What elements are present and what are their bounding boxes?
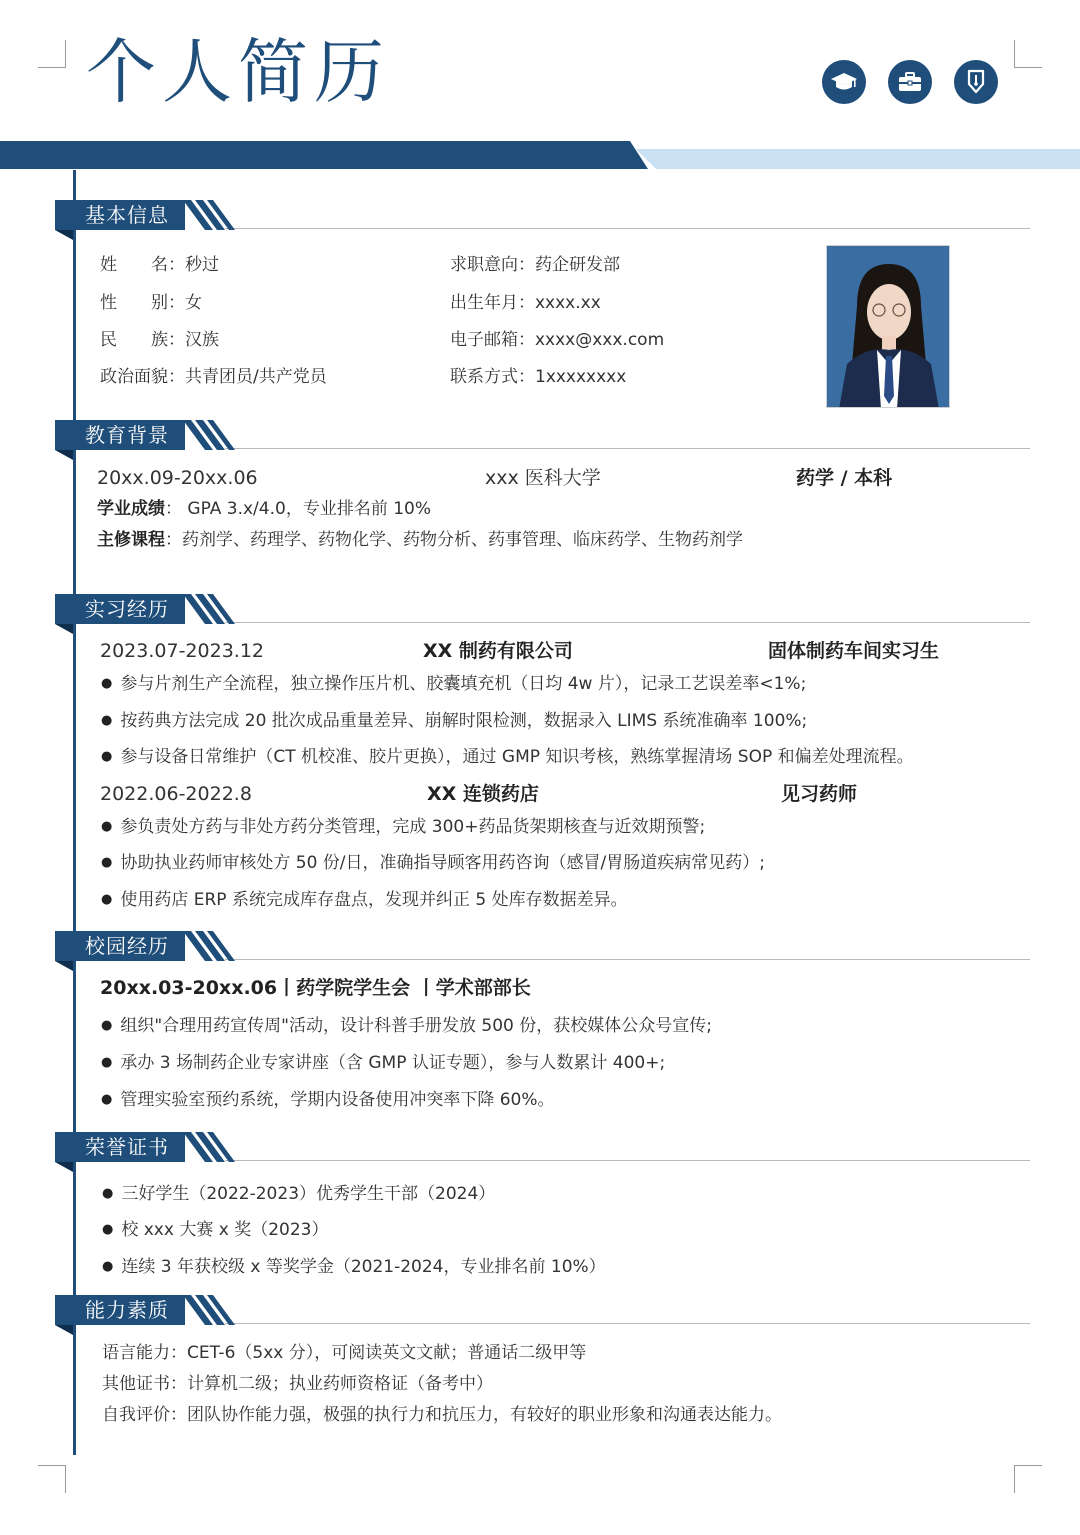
campus-title-line: 20xx.03-20xx.06丨药学院学生会 丨学术部部长 <box>100 977 531 999</box>
edu-major: 药学 / 本科 <box>796 467 893 489</box>
job-bullet: ● 按药典方法完成 20 批次成品重量差异、崩解时限检测，数据录入 LIMS 系统准确率 100%; <box>101 710 807 734</box>
info-phone: 联系方式：1xxxxxxxx <box>450 367 627 387</box>
job-bullet: ● 参与片剂生产全流程，独立操作压片机、胶囊填充机（日均 4w 片），记录工艺误差率<1%; <box>101 673 806 697</box>
corner-mark-top-left <box>38 40 66 68</box>
edu-school: xxx 医科大学 <box>485 467 601 489</box>
job-company: XX 连锁药店 <box>427 783 539 805</box>
pen-nib-icon <box>954 60 998 104</box>
section-title: 实习经历 <box>85 597 169 621</box>
job-bullet: ● 使用药店 ERP 系统完成库存盘点，发现并纠正 5 处库存数据差异。 <box>101 889 628 913</box>
section-title: 教育背景 <box>85 423 169 447</box>
section-header-skills <box>55 1295 1030 1325</box>
info-birth: 出生年月：xxxx.xx <box>450 293 601 313</box>
info-ethnicity: 民 族：汉族 <box>100 330 219 350</box>
corner-mark-top-right <box>1014 40 1042 68</box>
header-banner <box>0 141 1080 169</box>
job-period: 2022.06-2022.8 <box>100 783 252 805</box>
section-header-education <box>55 420 1030 450</box>
section-title: 荣誉证书 <box>85 1135 169 1159</box>
edu-grades: 学业成绩： GPA 3.x/4.0，专业排名前 10% <box>97 499 432 519</box>
job-bullet: ● 参与设备日常维护（CT 机校准、胶片更换），通过 GMP 知识考核，熟练掌握清场 SOP 和偏差处理流程。 <box>101 746 914 770</box>
timeline-line <box>73 170 76 1455</box>
section-title: 基本信息 <box>85 203 169 227</box>
section-title: 能力素质 <box>85 1298 169 1322</box>
section-title: 校园经历 <box>85 934 169 958</box>
skill-certificates: 其他证书：计算机二级；执业药师资格证（备考中） <box>102 1374 493 1394</box>
campus-bullet: ● 承办 3 场制药企业专家讲座（含 GMP 认证专题），参与人数累计 400+; <box>101 1052 665 1076</box>
section-header-honors <box>55 1132 1030 1162</box>
graduation-cap-icon <box>822 60 866 104</box>
info-gender: 性 别：女 <box>100 293 202 313</box>
page-title: 个人简历 <box>86 31 390 113</box>
corner-mark-bottom-left <box>38 1465 66 1493</box>
section-header-basic-info <box>55 200 1030 230</box>
job-bullet: ● 协助执业药师审核处方 50 份/日，准确指导顾客用药咨询（感冒/胃肠道疾病常见药）; <box>101 852 765 876</box>
info-political: 政治面貌：共青团员/共产党员 <box>100 367 327 387</box>
info-email: 电子邮箱：xxxx@xxx.com <box>450 330 665 350</box>
info-name: 姓 名：秒过 <box>100 255 219 275</box>
job-period: 2023.07-2023.12 <box>100 640 264 662</box>
header-icons <box>822 60 998 104</box>
section-header-internship <box>55 594 1030 624</box>
honor-bullet: ● 校 xxx 大赛 x 奖（2023） <box>102 1219 328 1243</box>
edu-courses: 主修课程：药剂学、药理学、药物化学、药物分析、药事管理、临床药学、生物药剂学 <box>97 530 743 550</box>
honor-bullet: ● 三好学生（2022-2023）优秀学生干部（2024） <box>102 1183 495 1207</box>
section-header-campus <box>55 931 1030 961</box>
skill-self-evaluation: 自我评价：团队协作能力强，极强的执行力和抗压力，有较好的职业形象和沟通表达能力。 <box>102 1405 782 1425</box>
campus-bullet: ● 管理实验室预约系统，学期内设备使用冲突率下降 60%。 <box>101 1089 555 1113</box>
job-role: 固体制药车间实习生 <box>768 640 940 662</box>
corner-mark-bottom-right <box>1014 1465 1042 1493</box>
edu-period: 20xx.09-20xx.06 <box>97 467 258 489</box>
job-bullet: ● 参负责处方药与非处方药分类管理，完成 300+药品货架期核查与近效期预警; <box>101 816 705 840</box>
honor-bullet: ● 连续 3 年获校级 x 等奖学金（2021-2024，专业排名前 10%） <box>102 1256 606 1280</box>
info-job-target: 求职意向：药企研发部 <box>450 255 620 275</box>
campus-bullet: ● 组织"合理用药宣传周"活动，设计科普手册发放 500 份，获校媒体公众号宣传; <box>101 1015 712 1039</box>
briefcase-icon <box>888 60 932 104</box>
skill-language: 语言能力：CET-6（5xx 分），可阅读英文文献；普通话二级甲等 <box>102 1343 587 1363</box>
profile-photo <box>826 245 950 408</box>
job-company: XX 制药有限公司 <box>423 640 573 662</box>
job-role: 见习药师 <box>781 783 858 805</box>
